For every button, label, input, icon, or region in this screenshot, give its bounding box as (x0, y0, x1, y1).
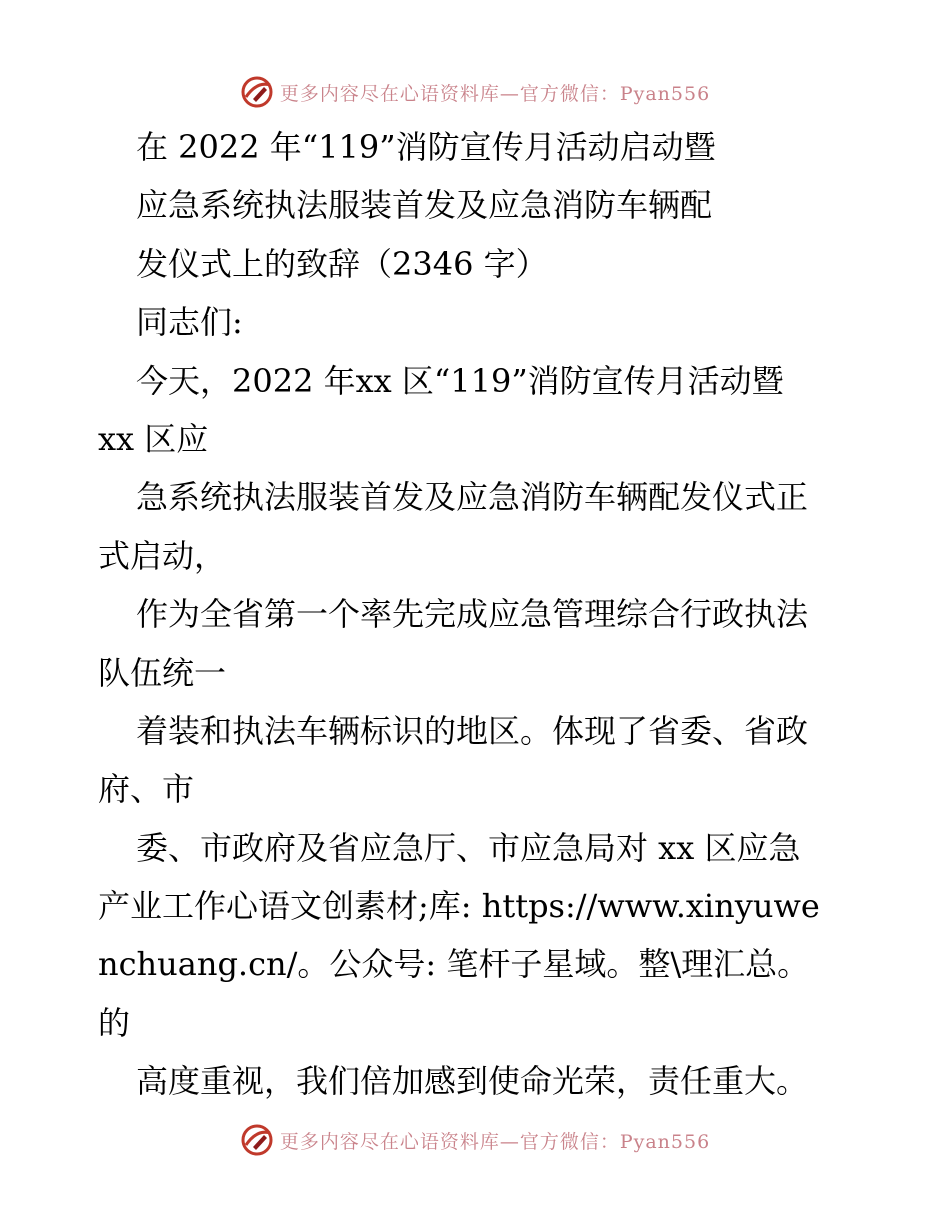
body-line: 府、市 (98, 770, 195, 809)
body-line: 队伍统一 (98, 653, 227, 692)
pen-logo-icon (240, 1123, 274, 1157)
body-line: 作为全省第一个率先完成应急管理综合行政执法 (136, 595, 809, 634)
body-line: 高度重视，我们倍加感到使命光荣，责任重大。 (136, 1062, 809, 1101)
body-line: nchuang.cn/。公众号: 笔杆子星域。整\理汇总。 (98, 945, 810, 984)
body-line: 着装和执法车辆标识的地区。体现了省委、省政 (136, 711, 809, 750)
header-watermark-banner (0, 72, 950, 112)
body-line: xx 区应 (98, 419, 209, 458)
title-line-3: 发仪式上的致辞（2346 字） (136, 244, 548, 283)
body-line: 的 (98, 1003, 131, 1042)
salutation-line: 同志们: (136, 303, 243, 342)
body-line: 产业工作心语文创素材;库: https://www.xinyuwe (98, 887, 820, 926)
body-line: 式启动， (98, 536, 227, 575)
header-watermark-text: 更多内容尽在心语资料库—官方微信：Pyan556 (279, 82, 711, 105)
footer-watermark-text: 更多内容尽在心语资料库—官方微信：Pyan556 (279, 1130, 711, 1153)
document-body (98, 118, 858, 1111)
title-line-1: 在 2022 年“119”消防宣传月活动启动暨 (136, 128, 716, 166)
body-line: 委、市政府及省应急厅、市应急局对 xx 区应急 (136, 828, 801, 867)
title-line-2: 应急系统执法服装首发及应急消防车辆配 (136, 186, 713, 225)
body-line: 急系统执法服装首发及应急消防车辆配发仪式正 (136, 478, 809, 517)
pen-logo-icon (240, 75, 274, 109)
footer-watermark-banner (0, 1120, 950, 1160)
body-line: 今天，2022 年xx 区“119”消防宣传月活动暨 (136, 361, 784, 400)
